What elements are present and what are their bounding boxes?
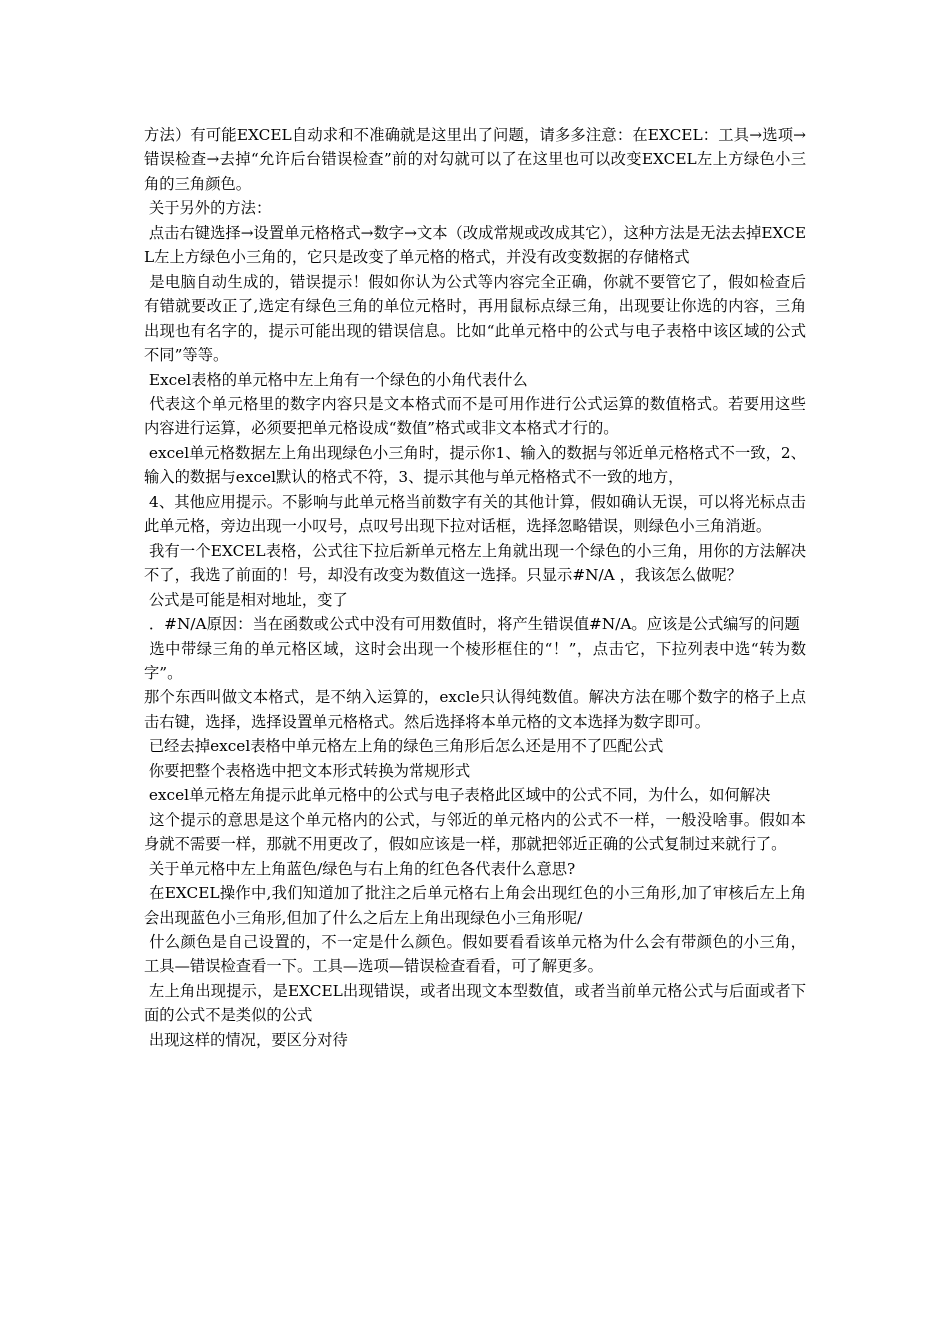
paragraph: 关于单元格中左上角蓝色/绿色与右上角的红色各代表什么意思? [144, 859, 576, 878]
paragraph: 已经去掉excel表格中单元格左上角的绿色三角形后怎么还是用不了匹配公式 [144, 737, 664, 756]
document-page [144, 123, 806, 1052]
paragraph: 你要把整个表格选中把文本形式转换为常规形式 [144, 761, 471, 780]
paragraph: 我有一个EXCEL表格，公式往下拉后新单元格左上角就出现一个绿色的小三角，用你的方法解决不了，我选了前面的！号，却没有改变为数值这一选择。只显示#N/A ，我该怎么做呢？ [144, 541, 806, 585]
paragraph: 4、其他应用提示。不影响与此单元格当前数字有关的其他计算，假如确认无误，可以将光标点击此单元格，旁边出现一小叹号，点叹号出现下拉对话框，选择忽略错误，则绿色小三角消逝。 [144, 492, 806, 536]
paragraph: ．#N/A原因：当在函数或公式中没有可用数值时，将产生错误值#N/A。应该是公式编写的问题 [144, 615, 800, 634]
paragraph: excel单元格左角提示此单元格中的公式与电子表格此区域中的公式不同，为什么，如何解决 [144, 786, 771, 805]
paragraph: 点击右键选择→设置单元格格式→数字→文本（改成常规或改成其它），这种方法是无法去掉EXCEL左上方绿色小三角的，它只是改变了单元格的格式，并没有改变数据的存储格式 [144, 223, 806, 267]
paragraph: 这个提示的意思是这个单元格内的公式，与邻近的单元格内的公式不一样，一般没啥事。假如本身就不需要一样，那就不用更改了，假如应该是一样，那就把邻近正确的公式复制过来就行了。 [144, 810, 806, 854]
paragraph: 出现这样的情况，要区分对待 [144, 1030, 348, 1049]
paragraph: 什么颜色是自己设置的，不一定是什么颜色。假如要看看该单元格为什么会有带颜色的小三角，工具—错误检查看一下。工具—选项—错误检查看看，可了解更多。 [144, 932, 806, 976]
paragraph: 代表这个单元格里的数字内容只是文本格式而不是可用作进行公式运算的数值格式。若要用这些内容进行运算，必须要把单元格设成“数值”格式或非文本格式才行的。 [144, 394, 806, 438]
paragraph: excel单元格数据左上角出现绿色小三角时，提示你1、输入的数据与邻近单元格格式不一致，2、输入的数据与excel默认的格式不符，3、提示其他与单元格格式不一致的地方， [144, 443, 806, 487]
paragraph: 是电脑自动生成的，错误提示！假如你认为公式等内容完全正确，你就不要管它了，假如检查后有错就要改正了,选定有绿色三角的单位元格时，再用鼠标点绿三角，出现要让你选的内容，三角出现也有名字的，提示可能出现的错误信息。比如“此单元格中的公式与电子表格中该区域的公式不同”等等。 [144, 272, 806, 365]
paragraph: Excel表格的单元格中左上角有一个绿色的小角代表什么 [144, 370, 528, 389]
paragraph: 在EXCEL操作中,我们知道加了批注之后单元格右上角会出现红色的小三角形,加了审核后左上角会出现蓝色小三角形,但加了什么之后左上角出现绿色小三角形呢/ [144, 884, 806, 927]
paragraph: 公式是可能是相对地址，变了 [144, 590, 348, 609]
paragraph: 那个东西叫做文本格式，是不纳入运算的，excle只认得纯数值。解决方法在哪个数字的格子上点击右键，选择，选择设置单元格格式。然后选择将本单元格的文本选择为数字即可。 [144, 688, 806, 731]
paragraph: 选中带绿三角的单元格区域，这时会出现一个棱形框住的“！”，点击它，下拉列表中选“转为数字”。 [144, 639, 806, 682]
paragraph: 左上角出现提示，是EXCEL出现错误，或者出现文本型数值，或者当前单元格公式与后面或者下面的公式不是类似的公式 [144, 981, 806, 1025]
paragraph: 关于另外的方法： [144, 199, 272, 218]
paragraph: 方法）有可能EXCEL自动求和不准确就是这里出了问题，请多多注意：在EXCEL：工具→选项→错误检查→去掉“允许后台错误检查”前的对勾就可以了在这里也可以改变EXCEL左上方绿色小三角的三角颜色。 [144, 126, 806, 193]
